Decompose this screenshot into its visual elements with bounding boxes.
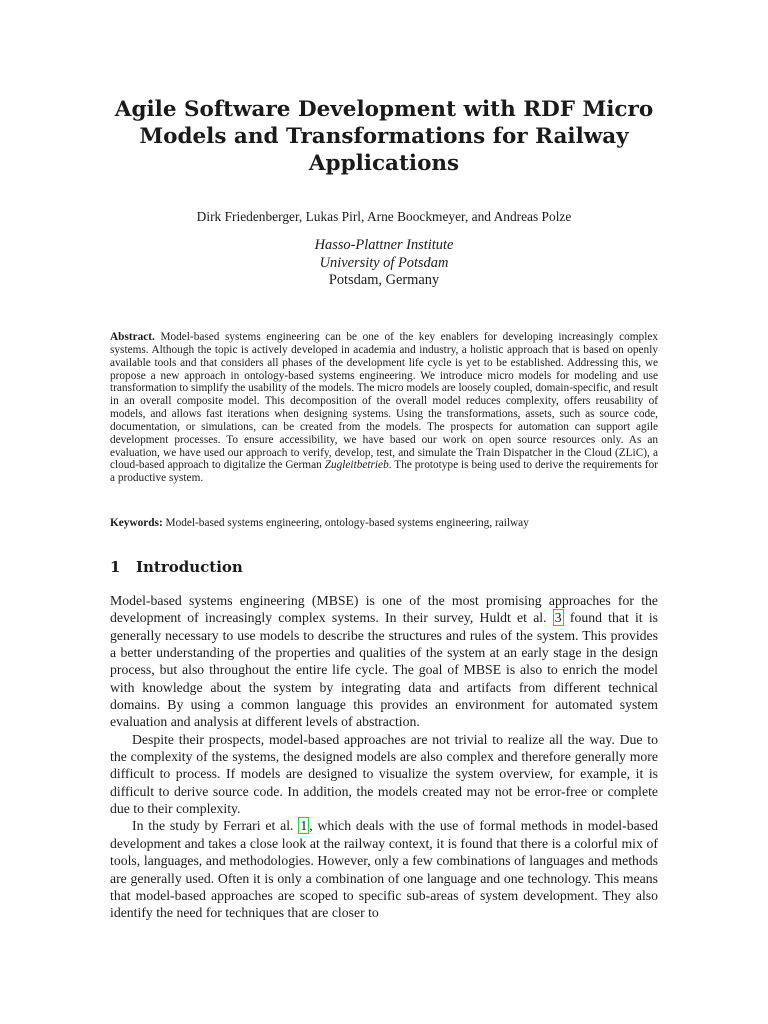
paragraph-text: Despite their prospects, model-based approaches are not trivial to realize all the way. Due to the complexity of the systems, the designed models are also complex and therefore generally more difficult to process. If models are designed to visualize the system overview, for example, it is difficult to derive source code. In addition, the models created may not be error-free or complete due to their complexity. — [110, 731, 658, 817]
affiliation-institute: Hasso-Plattner Institute — [314, 237, 454, 253]
keywords-text: Model-based systems engineering, ontology-based systems engineering, railway — [165, 517, 529, 529]
keywords-heading: Keywords: — [110, 517, 163, 529]
paragraph-text: In the study by Ferrari et al. — [132, 818, 294, 834]
paragraph — [110, 817, 658, 921]
section-title: Introduction — [136, 558, 243, 576]
keywords — [110, 517, 658, 529]
section-heading — [110, 558, 243, 576]
paragraph-text: Model-based systems engineering (MBSE) is one of the most promising approaches for the development of increasingly complex systems. In their survey, Huldt et al. — [110, 593, 658, 626]
author-list: Dirk Friedenberger, Lukas Pirl, Arne Boockmeyer, and Andreas Polze — [196, 209, 572, 224]
section-number: 1 — [110, 558, 121, 576]
paragraph — [110, 731, 658, 818]
abstract-emphasis: Zugleitbetrieb — [324, 459, 389, 472]
abstract-text: Model-based systems engineering can be one of the key enablers for developing increasingly complex systems. Although the topic is actively developed in academia and industry, a holistic approach that is based on openly available tools and that considers all phases of the development life cycle is yet to be established. Addressing this, we propose a new approach in ontology-based systems engineering. We introduce micro models for modeling and use transformation to simplify the usability of the models. The micro models are loosely coupled, domain-specific, and result in an overall composite model. This decomposition of the overall model reduces complexity, offers reusability of models, and allows fast iterations when designing systems. Using the transformations, assets, such as source code, documentation, or simulations, can be created from the models. The prospects for automation can support agile development processes. To ensure accessibility, we have based our work on open source resources only. As an evaluation, we have used our approach to verify, develop, test, and simulate the Train Dispatcher in the Cloud (ZLiC), a cloud-based approach to digitalize the German — [110, 331, 658, 472]
paragraph-text: , which deals with the use of formal methods in model-based development and takes a close look at the railway context, it is found that there is a colorful mix of tools, languages, and methodologies. However, only a few combinations of languages and methods are generally used. Often it is only a combination of one language and one technology. This means that model-based approaches are scoped to specific sub-areas of system development. They also identify the need for techniques that are closer to — [110, 818, 659, 921]
affiliation-location: Potsdam, Germany — [328, 272, 440, 288]
paper-title: Agile Software Development with RDF Micro Models and Transformations for Railway Applications — [114, 97, 654, 176]
citation-link[interactable]: 1 — [300, 818, 308, 834]
abstract-text-end: . The prototype is being used to derive the requirements for a productive system. — [110, 459, 658, 485]
affiliation — [110, 237, 658, 290]
paragraph-text: found that it is generally necessary to use models to describe the structures and rules of the system. This provides a better understanding of the properties and qualities of the system at an early stage in the design process, but also throughout the entire life cycle. The goal of MBSE is also to enrich the model with knowledge about the system by integrating data and artifacts from different technical domains. By using a common language this provides an environment for automated system evaluation and analysis at different levels of abstraction. — [110, 610, 659, 730]
affiliation-university: University of Potsdam — [319, 254, 449, 271]
citation-link[interactable]: 3 — [554, 610, 562, 626]
body-text — [110, 592, 658, 922]
abstract — [110, 331, 658, 485]
abstract-heading: Abstract. — [110, 331, 155, 343]
paragraph — [110, 592, 658, 731]
